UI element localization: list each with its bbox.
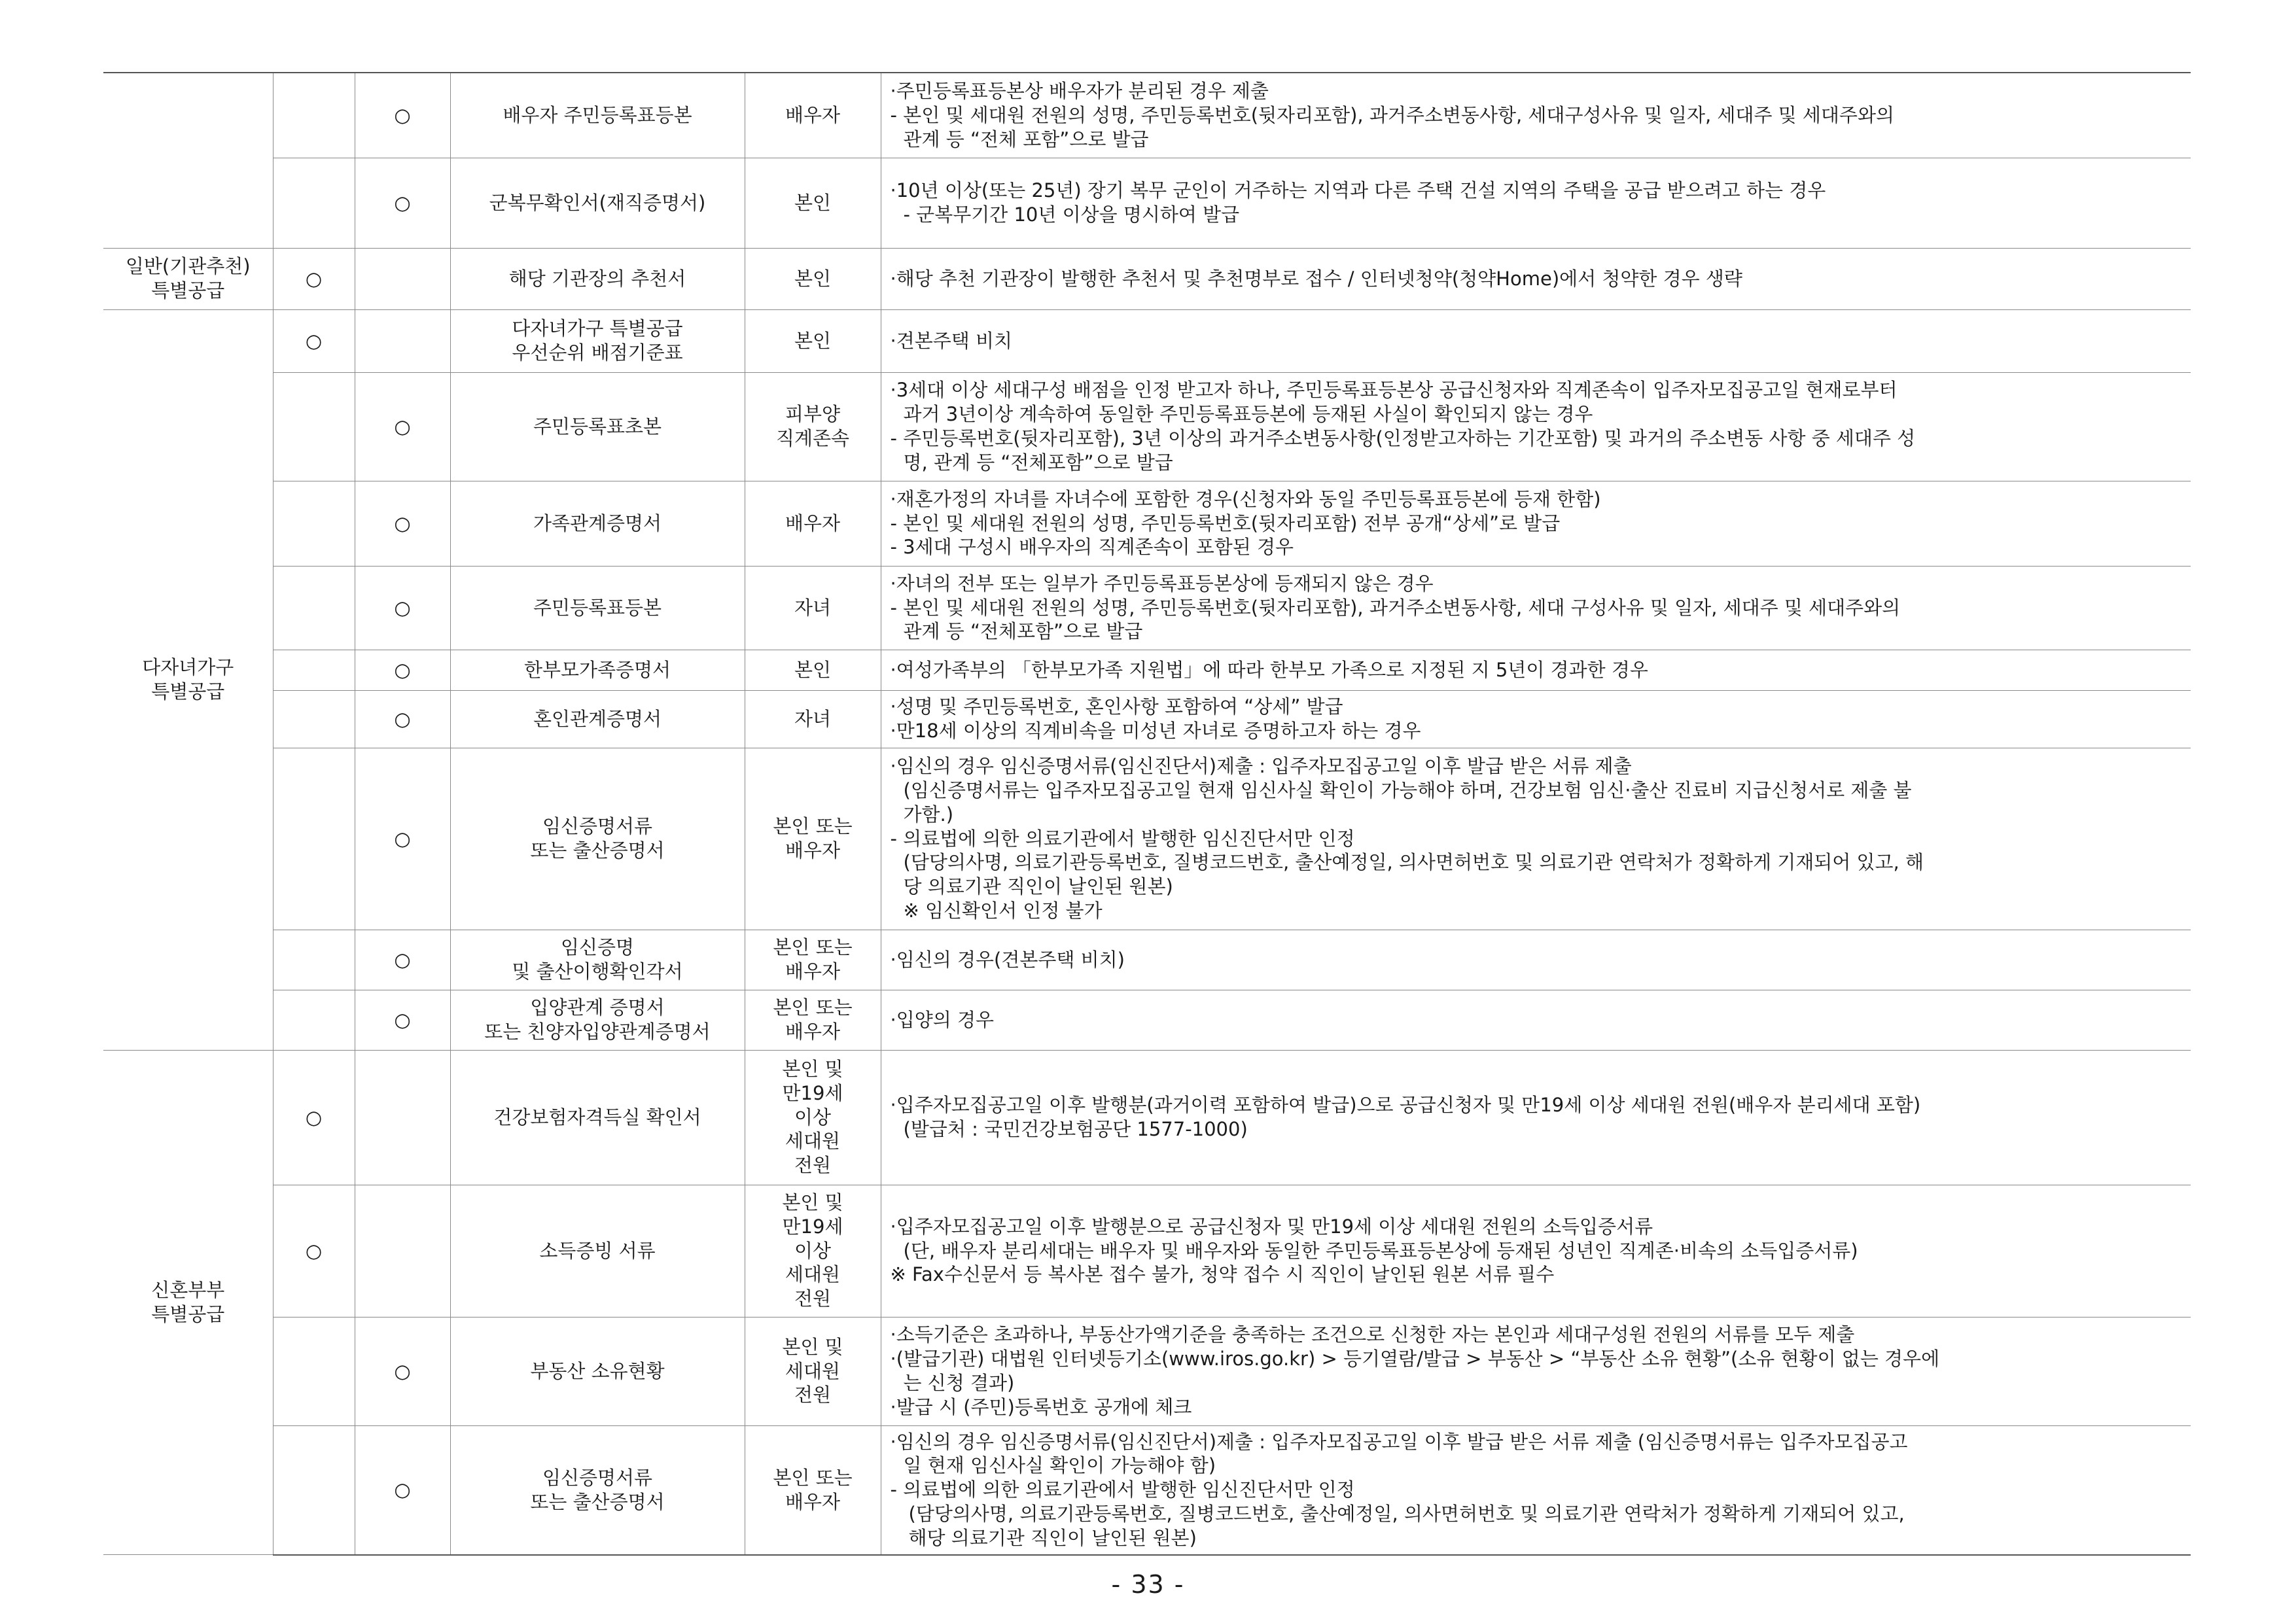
notes-cell: [881, 1050, 2191, 1185]
mandatory-mark: [273, 650, 355, 690]
document-name-cell: [450, 1185, 745, 1317]
document-name-cell: [450, 1050, 745, 1185]
subject-label: 직계존속: [775, 427, 850, 449]
note-line: - 의료법에 의한 의료기관에서 발행한 임신진단서만 인정: [890, 827, 1355, 850]
conditional-mark: [355, 1185, 450, 1317]
table-row: [103, 481, 2191, 566]
table-row: [103, 566, 2191, 650]
note-line: ·재혼가정의 자녀를 자녀수에 포함한 경우(신청자와 동일 주민등록표등본에 등재 한함): [890, 487, 1601, 510]
table-row: [103, 1050, 2191, 1185]
note-line: - 본인 및 세대원 전원의 성명, 주민등록번호(뒷자리포함), 과거주소변동사항, 세대구성사유 및 일자, 세대주 및 세대주와의: [890, 103, 1894, 126]
subject-label: 배우자: [785, 1021, 841, 1043]
subject-cell: [745, 690, 881, 748]
subject-label: 세대원: [785, 1359, 841, 1382]
note-line: (담당의사명, 의료기관등록번호, 질병코드번호, 출산예정일, 의사면허번호 및 의료기관 연락처가 정확하게 기재되어 있고,: [908, 1502, 1905, 1525]
note-line: ·임신의 경우(견본주택 비치): [890, 948, 1125, 971]
note-line: ·자녀의 전부 또는 일부가 주민등록표등본상에 등재되지 않은 경우: [890, 572, 1434, 595]
note-line: 과거 3년이상 계속하여 동일한 주민등록표등본에 등재된 사실이 확인되지 않는 경우: [903, 403, 1593, 426]
conditional-mark: [355, 309, 450, 372]
subject-cell: [745, 650, 881, 690]
note-line: ·임신의 경우 임신증명서류(임신진단서)제출 : 입주자모집공고일 이후 발급 받은 서류 제출: [890, 755, 1632, 778]
document-name: 주민등록표등본: [533, 596, 662, 619]
note-line: ·입주자모집공고일 이후 발행분으로 공급신청자 및 만19세 이상 세대원 전원의 소득입증서류: [890, 1215, 1653, 1238]
conditional-mark: ○: [355, 372, 450, 481]
subject-label: 본인 또는: [773, 996, 853, 1019]
subject-label: 본인 및: [782, 1335, 843, 1358]
document-name-cell: [450, 690, 745, 748]
note-line: - 의료법에 의한 의료기관에서 발행한 임신진단서만 인정: [890, 1478, 1355, 1501]
subject-label: 본인: [794, 329, 832, 352]
note-line: ·여성가족부의 「한부모가족 지원법」에 따라 한부모 가족으로 지정된 지 5년이 경과한 경우: [890, 658, 1648, 681]
subject-label: 자녀: [794, 596, 832, 619]
document-name-cell: [450, 930, 745, 990]
notes-cell: [881, 650, 2191, 690]
document-name-cell: [450, 158, 745, 248]
subject-label: 배우자: [785, 512, 841, 534]
note-line: - 3세대 구성시 배우자의 직계존속이 포함된 경우: [890, 536, 1294, 559]
conditional-mark: ○: [355, 73, 450, 158]
document-name-cell: [450, 248, 745, 309]
subject-label: 본인 또는: [773, 936, 853, 959]
subject-label: 본인: [794, 658, 832, 681]
subject-cell: [745, 566, 881, 650]
category-label: 특별공급: [151, 680, 225, 703]
subject-cell: [745, 990, 881, 1050]
document-name-cell: [450, 309, 745, 372]
notes-cell: [881, 690, 2191, 748]
table-row: [103, 930, 2191, 990]
category-label: 신혼부부: [151, 1278, 225, 1301]
note-line: ·3세대 이상 세대구성 배점을 인정 받고자 하나, 주민등록표등본상 공급신청자와 직계존속이 입주자모집공고일 현재로부터: [890, 379, 1898, 402]
notes-cell: [881, 1425, 2191, 1555]
note-line: 일 현재 임신사실 확인이 가능해야 함): [903, 1454, 1216, 1477]
conditional-mark: ○: [355, 748, 450, 930]
table-row: [103, 1185, 2191, 1317]
category-label: 특별공급: [151, 279, 225, 302]
note-line: ·입주자모집공고일 이후 발행분(과거이력 포함하여 발급)으로 공급신청자 및 만19세 이상 세대원 전원(배우자 분리세대 포함): [890, 1094, 1921, 1117]
conditional-mark: ○: [355, 1425, 450, 1555]
document-name-cell: [450, 1425, 745, 1555]
subject-label: 배우자: [785, 103, 841, 126]
document-name: 우선순위 배점기준표: [512, 341, 683, 364]
note-line: ·10년 이상(또는 25년) 장기 복무 군인이 거주하는 지역과 다른 주택 건설 지역의 주택을 공급 받으려고 하는 경우: [890, 179, 1826, 202]
subject-cell: [745, 73, 881, 158]
document-name: 가족관계증명서: [533, 512, 662, 534]
document-name: 임신증명: [560, 936, 635, 959]
mandatory-mark: [273, 1425, 355, 1555]
document-name-cell: [450, 566, 745, 650]
document-name-cell: [450, 990, 745, 1050]
subject-label: 본인: [794, 267, 832, 290]
note-line: 가함.): [903, 803, 954, 826]
subject-label: 이상: [794, 1106, 832, 1128]
category-label: 다자녀가구: [142, 656, 234, 679]
document-name: 임신증명서류: [542, 815, 653, 838]
mandatory-mark: [273, 748, 355, 930]
conditional-mark: ○: [355, 481, 450, 566]
note-line: (단, 배우자 분리세대는 배우자 및 배우자와 동일한 주민등록표등본상에 등재된 성년인 직계존·비속의 소득입증서류): [903, 1239, 1858, 1262]
note-line: ※ Fax수신문서 등 복사본 접수 불가, 청약 접수 시 직인이 날인된 원본 서류 필수: [890, 1263, 1555, 1286]
subject-label: 본인: [794, 191, 832, 214]
note-line: 해당 의료기관 직인이 날인된 원본): [908, 1526, 1197, 1549]
conditional-mark: ○: [355, 930, 450, 990]
subject-label: 이상: [794, 1239, 832, 1262]
document-name: 주민등록표초본: [533, 415, 662, 438]
notes-cell: [881, 566, 2191, 650]
conditional-mark: [355, 1050, 450, 1185]
document-name: 입양관계 증명서: [530, 996, 665, 1019]
category-cell: [103, 248, 273, 309]
note-line: 당 의료기관 직인이 날인된 원본): [903, 875, 1173, 898]
note-line: ·발급 시 (주민)등록번호 공개에 체크: [890, 1395, 1192, 1418]
document-name-cell: [450, 650, 745, 690]
note-line: ·입양의 경우: [890, 1008, 995, 1031]
subject-cell: [745, 248, 881, 309]
notes-cell: [881, 73, 2191, 158]
document-name-cell: [450, 372, 745, 481]
document-name: 한부모가족증명서: [523, 658, 671, 681]
subject-label: 만19세: [782, 1081, 843, 1104]
note-line: (담당의사명, 의료기관등록번호, 질병코드번호, 출산예정일, 의사면허번호 및 의료기관 연락처가 정확하게 기재되어 있고, 해: [903, 851, 1924, 874]
mandatory-mark: [273, 73, 355, 158]
subject-label: 전원: [794, 1287, 832, 1310]
category-cell: [103, 309, 273, 1050]
document-name: 혼인관계증명서: [533, 707, 662, 730]
note-line: ·(발급기관) 대법원 인터넷등기소(www.iros.go.kr) > 등기열람/발급 > 부동산 > “부동산 소유 현황”(소유 현황이 없는 경우에: [890, 1348, 1940, 1370]
document-name: 군복무확인서(재직증명서): [489, 191, 706, 214]
note-line: 는 신청 결과): [903, 1372, 1015, 1394]
conditional-mark: ○: [355, 158, 450, 248]
subject-cell: [745, 158, 881, 248]
subject-label: 배우자: [785, 1490, 841, 1513]
required-documents-table: [103, 72, 2191, 1556]
note-line: ·견본주택 비치: [890, 329, 1013, 352]
subject-label: 본인 또는: [773, 815, 853, 838]
subject-label: 본인 및: [782, 1191, 843, 1213]
conditional-mark: ○: [355, 1317, 450, 1425]
category-cell: [103, 1050, 273, 1555]
note-line: ·소득기준은 초과하나, 부동산가액기준을 충족하는 조건으로 신청한 자는 본인과 세대구성원 전원의 서류를 모두 제출: [890, 1323, 1855, 1346]
document-name: 및 출산이행확인각서: [512, 960, 683, 983]
note-line: ·주민등록표등본상 배우자가 분리된 경우 제출: [890, 80, 1269, 102]
table-row: [103, 650, 2191, 690]
table-row: [103, 990, 2191, 1050]
document-name: 건강보험자격득실 확인서: [493, 1106, 701, 1128]
note-line: - 군복무기간 10년 이상을 명시하여 발급: [903, 203, 1240, 226]
mandatory-mark: [273, 990, 355, 1050]
table-row: [103, 690, 2191, 748]
note-line: ·임신의 경우 임신증명서류(임신진단서)제출 : 입주자모집공고일 이후 발급 받은 서류 제출 (임신증명서류는 입주자모집공고: [890, 1430, 1908, 1453]
document-name: 해당 기관장의 추천서: [508, 267, 686, 290]
mandatory-mark: ○: [273, 248, 355, 309]
subject-cell: [745, 748, 881, 930]
subject-label: 본인 또는: [773, 1466, 853, 1489]
table-row: [103, 73, 2191, 158]
category-label: 특별공급: [151, 1302, 225, 1325]
document-name: 또는 친양자입양관계증명서: [484, 1021, 711, 1043]
subject-cell: [745, 1425, 881, 1555]
table-row: [103, 372, 2191, 481]
conditional-mark: ○: [355, 650, 450, 690]
notes-cell: [881, 748, 2191, 930]
notes-cell: [881, 990, 2191, 1050]
table-row: [103, 748, 2191, 930]
document-name: 임신증명서류: [542, 1466, 653, 1489]
subject-label: 자녀: [794, 707, 832, 730]
notes-cell: [881, 309, 2191, 372]
document-name-cell: [450, 748, 745, 930]
note-line: 명, 관계 등 “전체포함”으로 발급: [903, 451, 1173, 474]
document-name: 소득증빙 서류: [539, 1239, 656, 1262]
page-number: - 33 -: [1111, 1570, 1185, 1599]
notes-cell: [881, 930, 2191, 990]
mandatory-mark: [273, 158, 355, 248]
table-row: [103, 1317, 2191, 1425]
table-row: [103, 1425, 2191, 1555]
note-line: 관계 등 “전체포함”으로 발급: [903, 620, 1143, 643]
conditional-mark: ○: [355, 990, 450, 1050]
subject-label: 세대원: [785, 1263, 841, 1286]
table-row: [103, 309, 2191, 372]
table-row: [103, 248, 2191, 309]
subject-label: 전원: [794, 1154, 832, 1177]
conditional-mark: ○: [355, 566, 450, 650]
subject-label: 배우자: [785, 960, 841, 983]
note-line: ·해당 추천 기관장이 발행한 추천서 및 추천명부로 접수 / 인터넷청약(청약Home)에서 청약한 경우 생략: [890, 267, 1742, 290]
category-label: 일반(기관추천): [125, 255, 251, 278]
note-line: (발급처 : 국민건강보험공단 1577-1000): [903, 1118, 1248, 1140]
subject-label: 세대원: [785, 1130, 841, 1153]
notes-cell: [881, 1185, 2191, 1317]
note-line: - 본인 및 세대원 전원의 성명, 주민등록번호(뒷자리포함) 전부 공개“상세”로 발급: [890, 512, 1561, 534]
document-name: 부동산 소유현황: [530, 1359, 665, 1382]
mandatory-mark: [273, 372, 355, 481]
subject-cell: [745, 1050, 881, 1185]
mandatory-mark: ○: [273, 1050, 355, 1185]
subject-cell: [745, 930, 881, 990]
subject-cell: [745, 481, 881, 566]
note-line: ·만18세 이상의 직계비속을 미성년 자녀로 증명하고자 하는 경우: [890, 720, 1421, 742]
subject-label: 피부양: [785, 403, 841, 426]
note-line: ※ 임신확인서 인정 불가: [903, 899, 1103, 922]
subject-cell: [745, 1185, 881, 1317]
notes-cell: [881, 481, 2191, 566]
notes-cell: [881, 1317, 2191, 1425]
subject-label: 전원: [794, 1384, 832, 1406]
note-line: 관계 등 “전체 포함”으로 발급: [903, 128, 1149, 150]
conditional-mark: [355, 248, 450, 309]
mandatory-mark: ○: [273, 1185, 355, 1317]
mandatory-mark: [273, 690, 355, 748]
subject-label: 본인 및: [782, 1057, 843, 1080]
note-line: - 주민등록번호(뒷자리포함), 3년 이상의 과거주소변동사항(인정받고자하는 기간포함) 및 과거의 주소변동 사항 중 세대주 성: [890, 427, 1916, 449]
note-line: ·성명 및 주민등록번호, 혼인사항 포함하여 “상세” 발급: [890, 695, 1343, 718]
document-name-cell: [450, 1317, 745, 1425]
table-row: [103, 158, 2191, 248]
notes-cell: [881, 372, 2191, 481]
mandatory-mark: [273, 566, 355, 650]
document-name-cell: [450, 73, 745, 158]
note-line: (임신증명서류는 입주자모집공고일 현재 임신사실 확인이 가능해야 하며, 건강보험 임신·출산 진료비 지급신청서로 제출 불: [903, 778, 1912, 801]
document-name: 배우자 주민등록표등본: [503, 103, 692, 126]
mandatory-mark: [273, 930, 355, 990]
mandatory-mark: [273, 1317, 355, 1425]
conditional-mark: ○: [355, 690, 450, 748]
subject-cell: [745, 309, 881, 372]
notes-cell: [881, 158, 2191, 248]
notes-cell: [881, 248, 2191, 309]
document-name: 또는 출산증명서: [530, 839, 665, 862]
document-name: 다자녀가구 특별공급: [512, 317, 683, 340]
subject-label: 만19세: [782, 1215, 843, 1238]
document-name-cell: [450, 481, 745, 566]
subject-cell: [745, 1317, 881, 1425]
mandatory-mark: ○: [273, 309, 355, 372]
mandatory-mark: [273, 481, 355, 566]
subject-cell: [745, 372, 881, 481]
subject-label: 배우자: [785, 839, 841, 862]
category-cell: [103, 73, 273, 248]
document-name: 또는 출산증명서: [530, 1490, 665, 1513]
note-line: - 본인 및 세대원 전원의 성명, 주민등록번호(뒷자리포함), 과거주소변동사항, 세대 구성사유 및 일자, 세대주 및 세대주와의: [890, 596, 1901, 619]
